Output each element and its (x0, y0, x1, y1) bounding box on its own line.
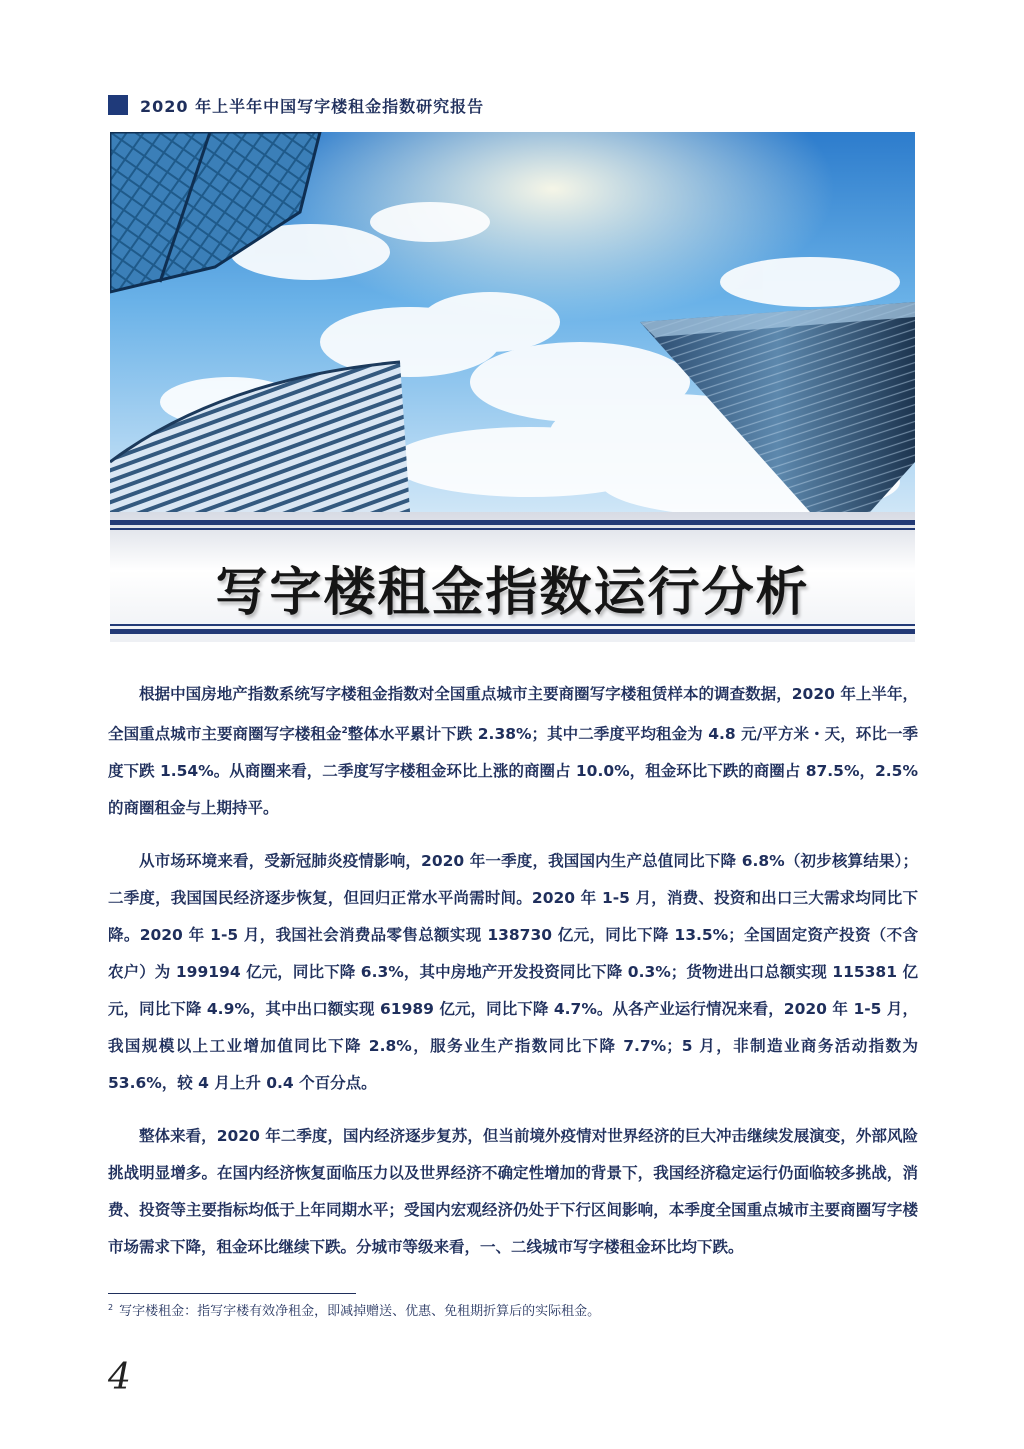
banner-rule-bottom-thin (110, 624, 915, 626)
banner-rule-top-thin (110, 528, 915, 530)
footnote-text: 写字楼租金：指写字楼有效净租金，即减掉赠送、优惠、免租期折算后的实际租金。 (119, 1304, 601, 1319)
page-number: 4 (108, 1357, 131, 1398)
footnote-divider (108, 1293, 356, 1294)
banner-rule-bottom-thick (110, 629, 915, 634)
banner-rule-top-thick (110, 520, 915, 525)
section-title: 写字楼租金指数运行分析 (215, 563, 810, 623)
paragraph-2: 从市场环境来看，受新冠肺炎疫情影响，2020 年一季度，我国国内生产总值同比下降 6.8%（初步核算结果）；二季度，我国国民经济逐步恢复，但回归正常水平尚需时间。2020 年 1-5 月，消费、投资和出口三大需求均同比下降。2020 年 1-5 月，我国社会消费品零售总额实现 138730 亿元，同比下降 13.5%；全国固定资产投资（不含农户）为 199194 亿元，同比下降 6.3%，其中房地产开发投资同比下降 0.3%；货物进出口总额实现 115381 亿元，同比下降 4.9%，其中出口额实现 61989 亿元，同比下降 4.7%。从各产业运行情况来看，2020 年 1-5 月，我国规模以上工业增加值同比下降 2.8%，服务业生产指数同比下降 7.7%；5 月，非制造业商务活动指数为 53.6%，较 4 月上升 0.4 个百分点。 (108, 852, 918, 1093)
header-square-marker (108, 95, 128, 115)
paragraph-3: 整体来看，2020 年二季度，国内经济逐步复苏，但当前境外疫情对世界经济的巨大冲击继续发展演变，外部风险挑战明显增多。在国内经济恢复面临压力以及世界经济不确定性增加的背景下，我国经济稳定运行仍面临较多挑战，消费、投资等主要指标均低于上年同期水平；受国内宏观经济仍处于下行区间影响，本季度全国重点城市主要商圈写字楼市场需求下降，租金环比继续下跌。分城市等级来看，一、二线城市写字楼租金环比均下跌。 (108, 1127, 918, 1257)
footnote-marker: 2 (108, 1302, 114, 1312)
paragraph-1-part-a: 根据中国房地产指数系统写字楼租金指数对全国重点城市主要商圈写字楼租赁样本的调查数据，2020 年上半年，全国重点城市主要商圈写字楼租金 (108, 685, 918, 744)
hero-skyscraper-photo (110, 132, 915, 512)
section-title-banner (110, 512, 915, 642)
paragraph-1 (108, 676, 918, 827)
paragraph-1-part-b: 整体水平累计下跌 2.38%；其中二季度平均租金为 4.8 元/平方米・天，环比一季度下跌 1.54%。从商圈来看，二季度写字楼租金环比上涨的商圈占 10.0%，租金环比下跌的商圈占 87.5%，2.5%的商圈租金与上期持平。 (108, 725, 918, 818)
running-header (108, 93, 484, 117)
footnote-ref: 2 (341, 726, 348, 736)
header-title: 2020 年上半年中国写字楼租金指数研究报告 (140, 96, 485, 116)
footnote (108, 1300, 600, 1319)
body-text (108, 676, 918, 1282)
